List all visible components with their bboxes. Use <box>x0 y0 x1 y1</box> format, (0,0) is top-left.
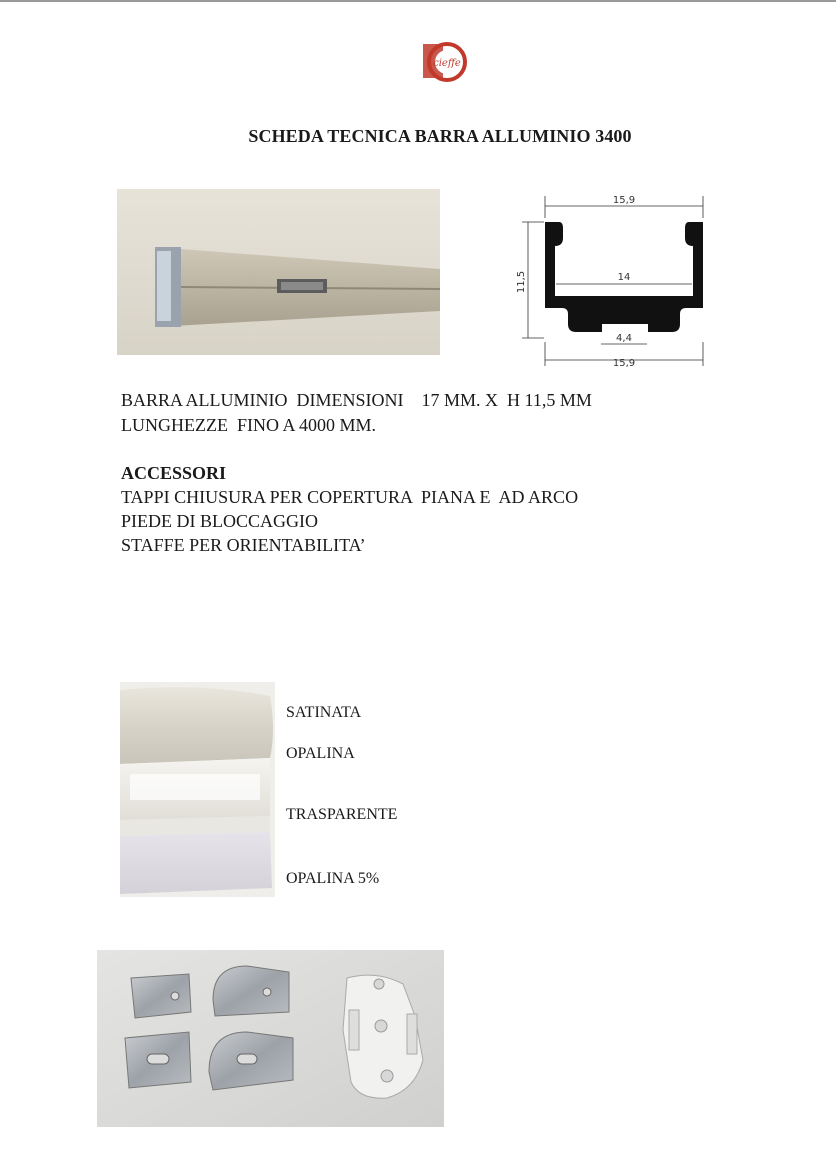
accessories-heading: ACCESSORI <box>121 463 227 483</box>
top-rule <box>0 0 836 2</box>
cover-type-label: OPALINA <box>286 745 355 762</box>
spec-lengths: LUNGHEZZE FINO A 4000 MM. <box>121 415 376 435</box>
accessories-photo <box>97 950 444 1127</box>
svg-text:15,9: 15,9 <box>612 358 636 369</box>
aluminium-bar-photo <box>117 189 440 355</box>
svg-text:4,4: 4,4 <box>616 333 632 344</box>
accessory-item: STAFFE PER ORIENTABILITA’ <box>121 535 366 555</box>
company-logo <box>421 40 469 84</box>
svg-text:14: 14 <box>617 272 631 283</box>
svg-text:cieffe: cieffe <box>433 58 461 69</box>
diffuser-covers-photo <box>120 682 275 897</box>
accessory-item: TAPPI CHIUSURA PER COPERTURA PIANA E AD ARCO <box>121 487 579 507</box>
svg-text:15,9: 15,9 <box>612 195 636 206</box>
document-title: SCHEDA TECNICA BARRA ALLUMINIO 3400 <box>248 126 632 146</box>
cover-type-label: TRASPARENTE <box>286 806 398 823</box>
profile-technical-drawing <box>510 190 710 370</box>
cover-type-label: SATINATA <box>286 704 362 721</box>
cover-type-label: OPALINA 5% <box>286 870 380 887</box>
svg-text:11,5: 11,5 <box>516 270 527 294</box>
accessory-item: PIEDE DI BLOCCAGGIO <box>121 511 318 531</box>
spec-dimensions: BARRA ALLUMINIO DIMENSIONI 17 MM. X H 11,5 MM <box>121 390 592 410</box>
